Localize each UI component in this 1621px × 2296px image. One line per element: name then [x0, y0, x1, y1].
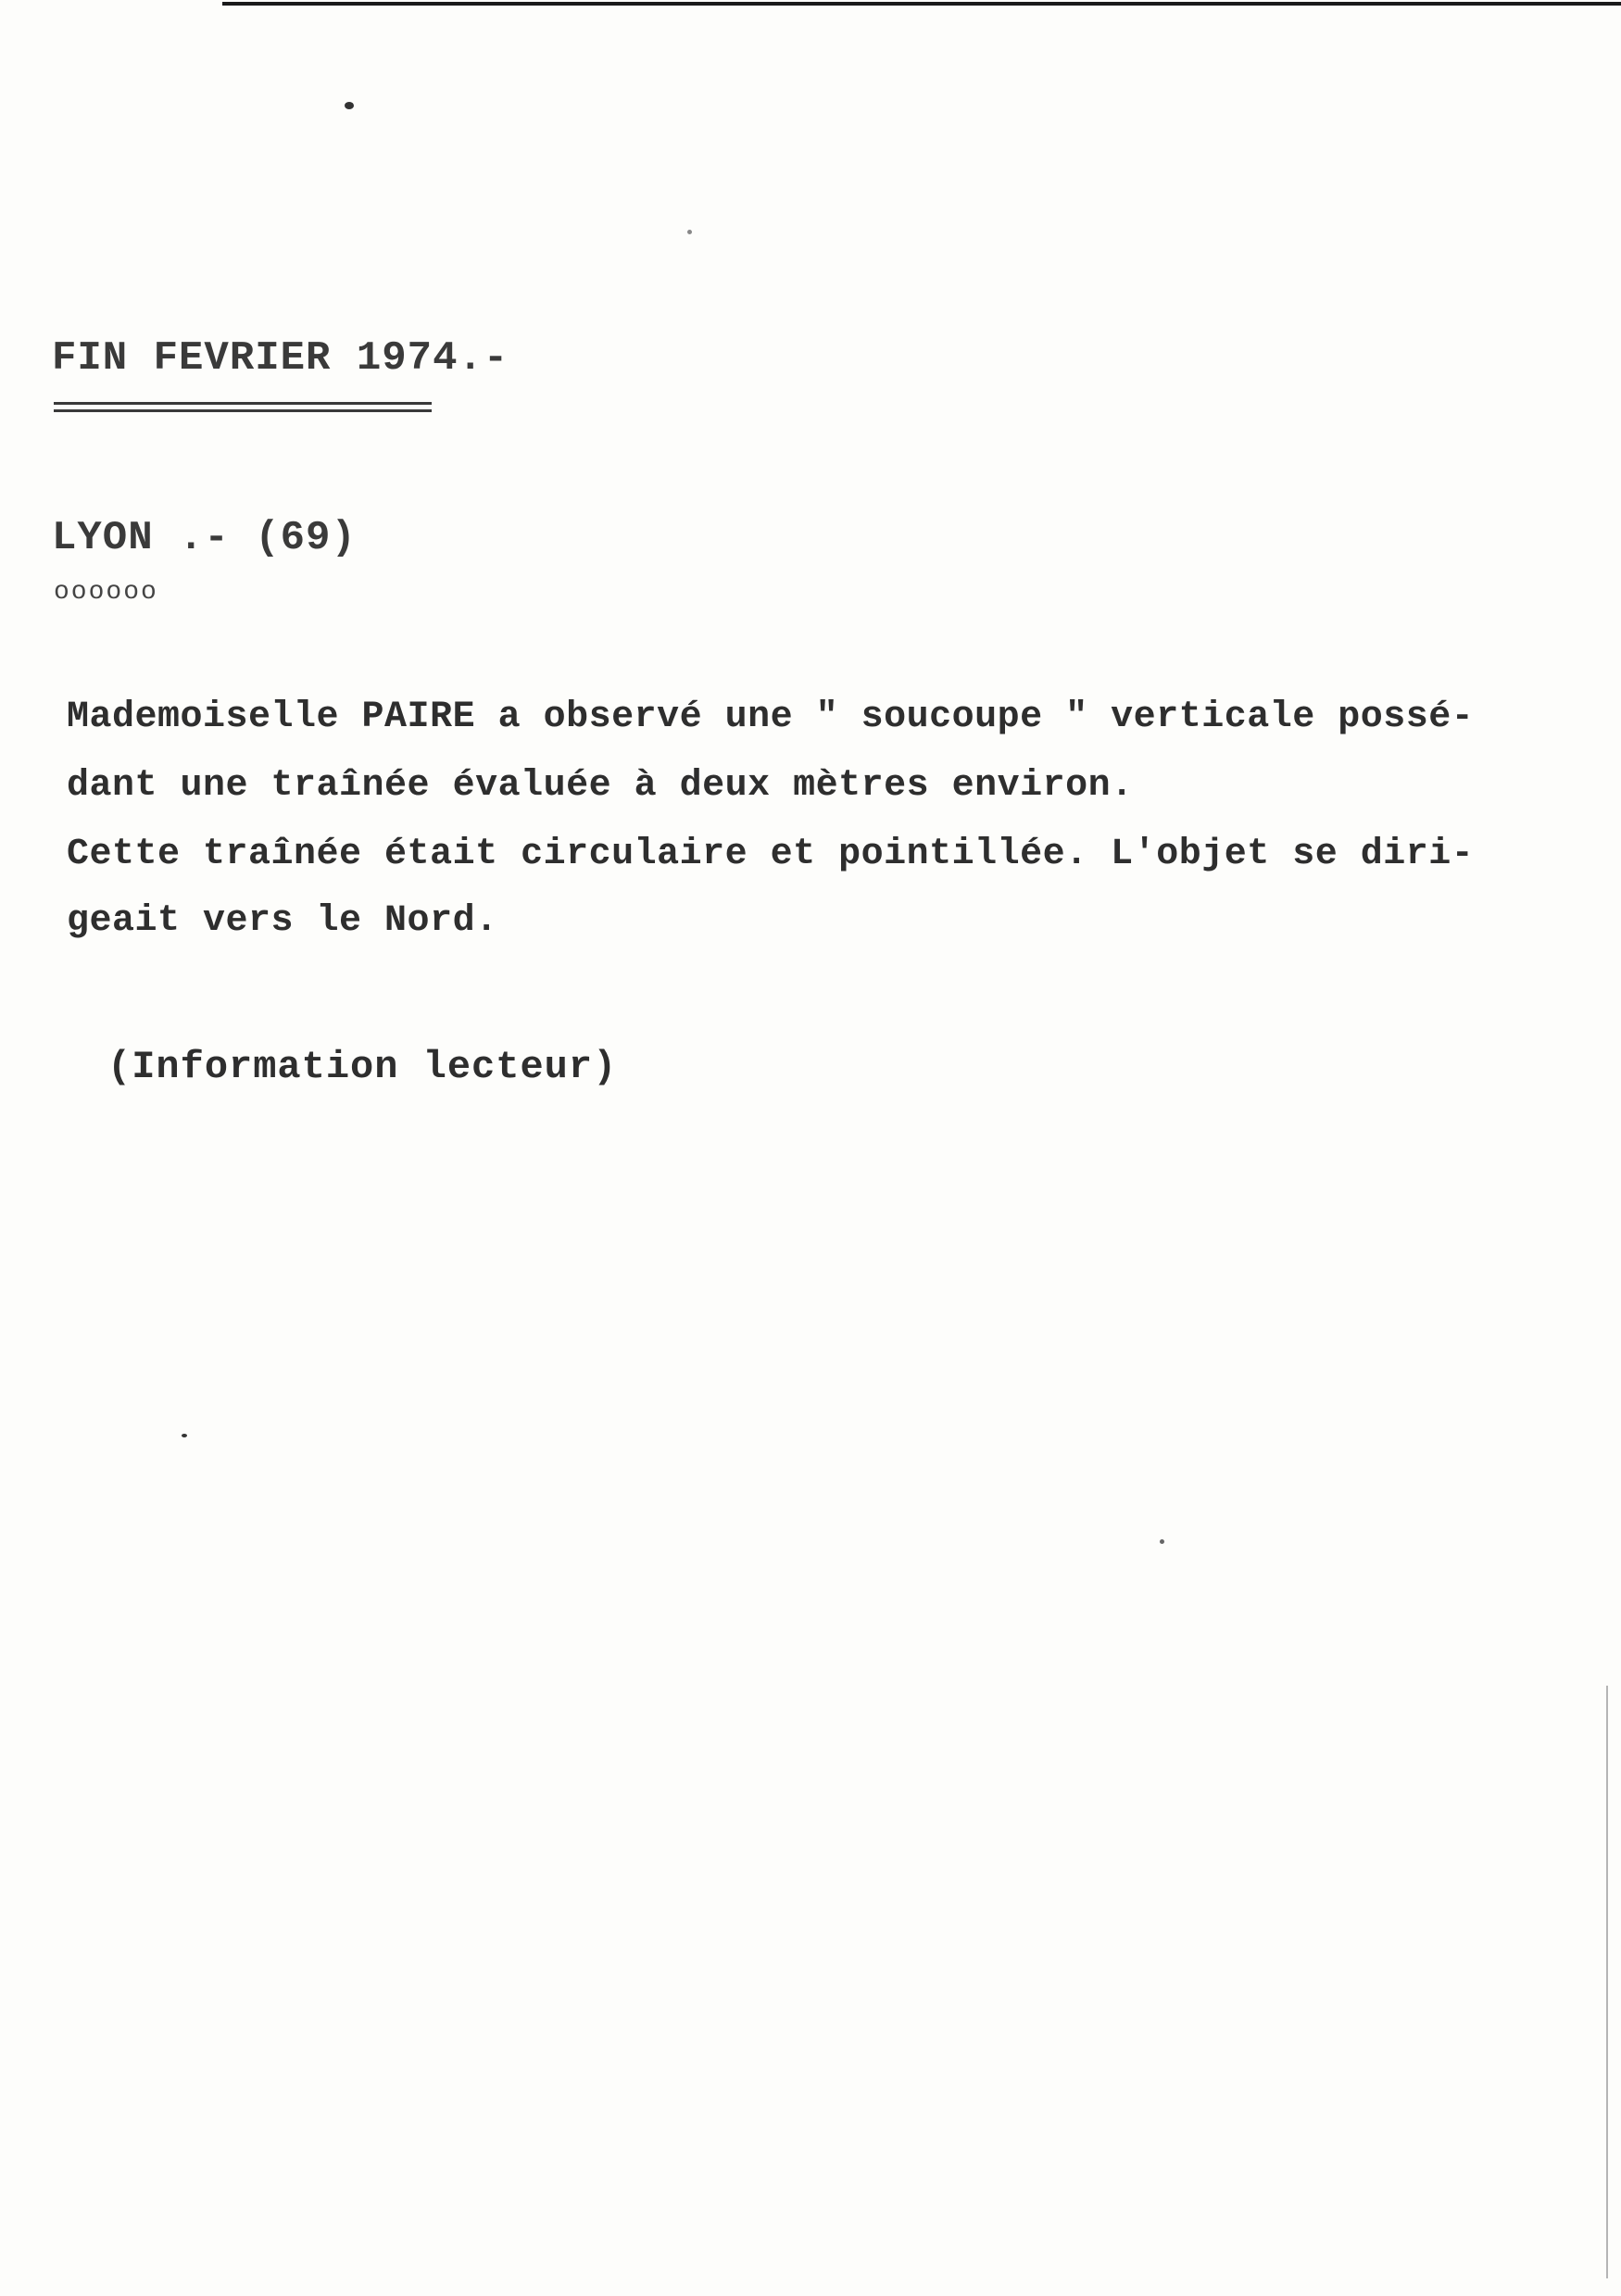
date-underline	[54, 402, 432, 405]
source-note: (Information lecteur)	[107, 1045, 618, 1089]
date-heading: FIN FEVRIER 1974.-	[52, 335, 509, 382]
separator: oooooo	[54, 578, 158, 607]
location-heading: LYON .- (69)	[52, 515, 357, 561]
ink-speck	[1160, 1539, 1164, 1544]
right-edge-shadow	[1606, 1686, 1608, 2278]
top-border-line	[222, 2, 1621, 6]
ink-speck	[687, 230, 692, 234]
ink-speck	[345, 102, 354, 109]
body-line-2: dant une traînée évaluée à deux mètres environ.	[67, 765, 1134, 807]
body-line-3: Cette traînée était circulaire et pointillée. L'objet se diri-	[67, 834, 1475, 875]
ink-speck	[182, 1434, 187, 1437]
date-underline	[54, 409, 432, 412]
body-line-4: geait vers le Nord.	[67, 900, 498, 942]
body-line-1: Mademoiselle PAIRE a observé une " soucoupe " verticale possé-	[67, 696, 1475, 738]
